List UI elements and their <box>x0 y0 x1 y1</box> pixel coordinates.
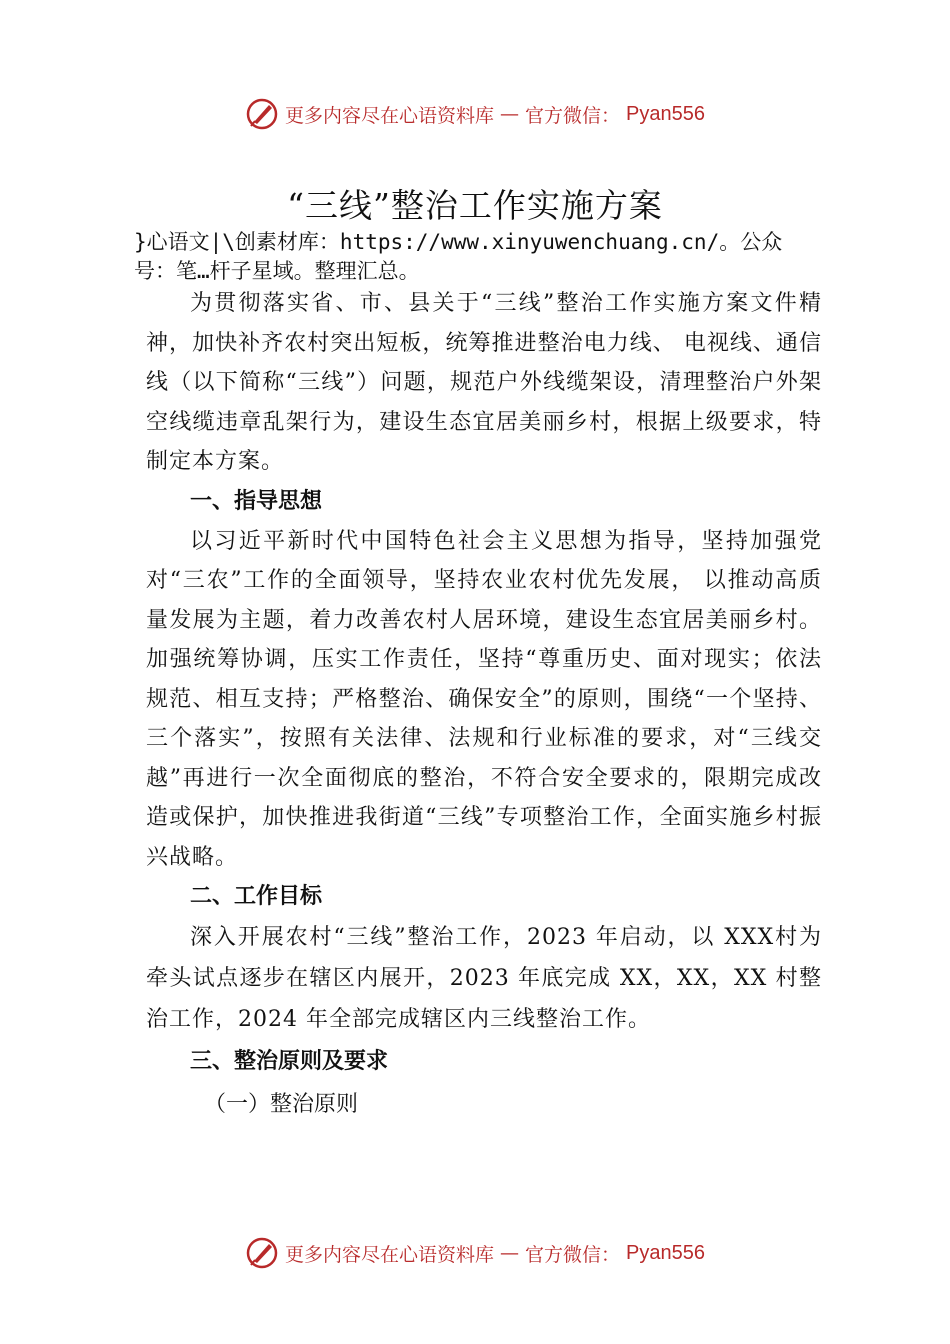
watermark-footer <box>0 1233 950 1273</box>
watermark-wechat-id: Pyan556 <box>626 102 705 125</box>
section-heading-principles: 三、整治原则及要求 <box>190 1049 389 1074</box>
work-goals-paragraph: 深入开展农村“三线”整治工作，2023 年启动，以 XXX村为牵头试点逐步在辖区内展开，2023 年底完成 XX，XX，XX 村整治工作，2024 年全部完成辖区内三线整治工作。 <box>146 925 822 1032</box>
guiding-ideology-paragraph: 以习近平新时代中国特色社会主义思想为指导，坚持加强党对“三农”工作的全面领导，坚持农业农村优先发展， 以推动高质量发展为主题，着力改善农村人居环境，建设生态宜居美丽乡村。加强统筹协调，压实工作责任，坚持“尊重历史、面对现实；依法规范、相互支持；严格整治、确保安全”的原则，围绕“一个坚持、三个落实”，按照有关法律、法规和行业标准的要求，对“三线交越”再进行一次全面彻底的整治，不符合安全要求的，限期完成改造或保护，加快推进我街道“三线”专项整治工作，全面实施乡村振兴战略。 <box>146 528 822 870</box>
document-title: “三线”整治工作实施方案 <box>287 186 663 225</box>
section-heading-guiding-ideology: 一、指导思想 <box>190 488 323 514</box>
subsection-heading-principles: （一）整治原则 <box>204 1092 359 1117</box>
intro-paragraph: 为贯彻落实省、市、县关于“三线”整治工作实施方案文件精神，加快补齐农村突出短板，统筹推进整治电力线、 电视线、通信线（以下简称“三线”）问题，规范户外线缆架设，清理整治户外架空线缆违章乱架行为，建设生态宜居美丽乡村，根据上级要求，特制定本方案。 <box>146 291 822 474</box>
watermark-dash: — <box>500 103 520 125</box>
watermark-brand-text: 更多内容尽在心语资料库 <box>285 1243 495 1266</box>
watermark-header <box>0 94 950 134</box>
watermark-wechat-label: 官方微信： <box>525 104 621 127</box>
watermark-wechat-id: Pyan556 <box>626 1241 705 1264</box>
source-note: }心语文|\创素材库：https://www.xinyuwenchuang.cn/。公众号：笔…杆子星域。整理汇总。 <box>134 230 783 283</box>
watermark-brand-text: 更多内容尽在心语资料库 <box>285 104 495 127</box>
quill-pen-logo-icon <box>245 97 279 131</box>
document-body <box>146 284 822 1126</box>
section-heading-work-goals: 二、工作目标 <box>190 884 323 909</box>
quill-pen-logo-icon <box>245 1236 279 1270</box>
watermark-dash: — <box>500 1242 520 1264</box>
watermark-wechat-label: 官方微信： <box>525 1243 621 1266</box>
